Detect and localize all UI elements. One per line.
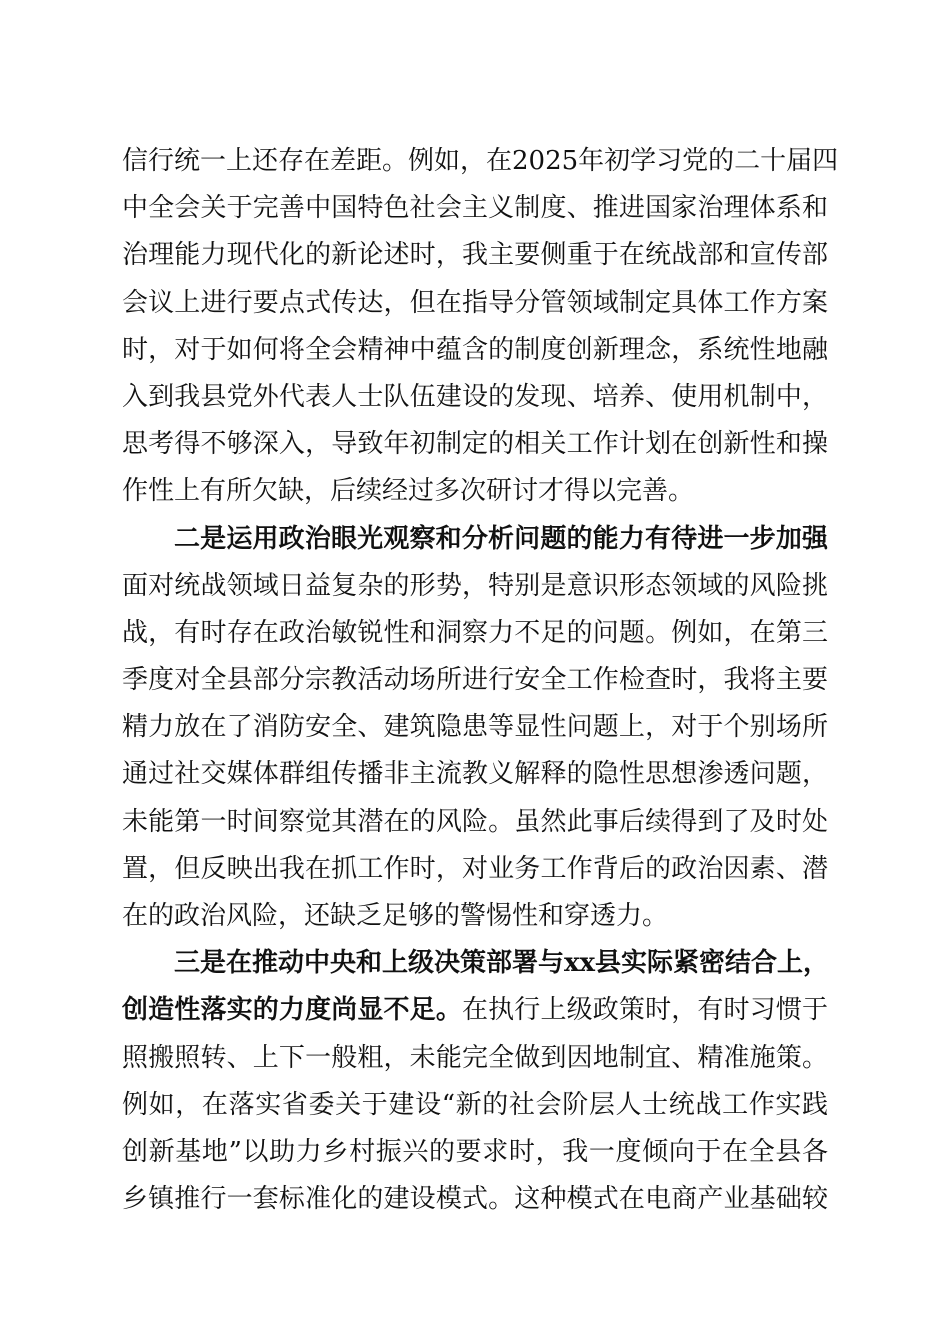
text-line — [122, 940, 828, 987]
text-segment: 中全会关于完善中国特色社会主义制度、推进国家治理体系和 — [122, 193, 828, 224]
bold-text-segment: 三是在推动中央和上级决策部署与xx县实际紧密结合上， — [174, 948, 830, 979]
text-line — [122, 846, 828, 893]
text-segment: 面对统战领域日益复杂的形势，特别是意识形态领域的风险挑 — [122, 570, 828, 601]
text-segment: 信行统一上还存在差距。例如，在2025年初学习党的二十届四 — [122, 146, 839, 176]
text-line — [122, 751, 828, 798]
text-segment: 乡镇推行一套标准化的建设模式。这种模式在电商产业基础较 — [122, 1184, 828, 1215]
text-line — [122, 516, 828, 563]
paragraph — [122, 516, 828, 941]
text-segment: 季度对全县部分宗教活动场所进行安全工作检查时，我将主要 — [122, 665, 828, 696]
text-line — [122, 563, 828, 610]
text-line — [122, 468, 828, 515]
text-line — [122, 704, 828, 751]
text-segment: 时，对于如何将全会精神中蕴含的制度创新理念，系统性地融 — [122, 334, 828, 365]
bold-text-segment: 二是运用政治眼光观察和分析问题的能力有待进一步加强 — [174, 523, 828, 554]
text-line — [122, 1129, 828, 1176]
text-segment: 会议上进行要点式传达，但在指导分管领域制定具体工作方案 — [122, 287, 828, 318]
text-line — [122, 1082, 828, 1129]
text-segment: 战，有时存在政治敏锐性和洞察力不足的问题。例如，在第三 — [122, 617, 828, 648]
text-line — [122, 987, 828, 1034]
text-segment: 照搬照转、上下一般粗，未能完全做到因地制宜、精准施策。 — [122, 1042, 828, 1073]
text-line — [122, 280, 828, 327]
text-line — [122, 138, 839, 185]
text-line — [122, 374, 828, 421]
text-line — [122, 893, 828, 940]
text-line — [122, 185, 828, 232]
text-line — [122, 610, 828, 657]
text-line — [122, 799, 828, 846]
text-line — [122, 1176, 828, 1223]
document-body — [122, 138, 839, 1223]
text-segment: 创新基地”以助力乡村振兴的要求时，我一度倾向于在全县各 — [122, 1136, 828, 1167]
text-line — [122, 421, 828, 468]
text-segment: 作性上有所欠缺，后续经过多次研讨才得以完善。 — [122, 476, 695, 507]
bold-text-segment: 创造性落实的力度尚显不足。 — [122, 995, 462, 1026]
text-segment: 置，但反映出我在抓工作时，对业务工作背后的政治因素、潜 — [122, 853, 828, 884]
text-line — [122, 1035, 828, 1082]
text-segment: 在执行上级政策时，有时习惯于 — [462, 995, 828, 1026]
text-segment: 思考得不够深入，导致年初制定的相关工作计划在创新性和操 — [122, 429, 828, 460]
text-segment: 治理能力现代化的新论述时，我主要侧重于在统战部和宣传部 — [122, 240, 828, 271]
text-line — [122, 327, 828, 374]
text-segment: 入到我县党外代表人士队伍建设的发现、培养、使用机制中， — [122, 381, 828, 412]
paragraph — [122, 940, 828, 1223]
text-line — [122, 232, 828, 279]
text-segment: 通过社交媒体群组传播非主流教义解释的隐性思想渗透问题， — [122, 759, 828, 790]
text-segment: 在的政治风险，还缺乏足够的警惕性和穿透力。 — [122, 901, 669, 931]
text-segment: 精力放在了消防安全、建筑隐患等显性问题上，对于个别场所 — [122, 712, 828, 743]
text-segment: 未能第一时间察觉其潜在的风险。虽然此事后续得到了及时处 — [122, 806, 828, 837]
text-line — [122, 657, 828, 704]
paragraph — [122, 138, 839, 516]
text-segment: 例如，在落实省委关于建设“新的社会阶层人士统战工作实践 — [122, 1089, 828, 1120]
